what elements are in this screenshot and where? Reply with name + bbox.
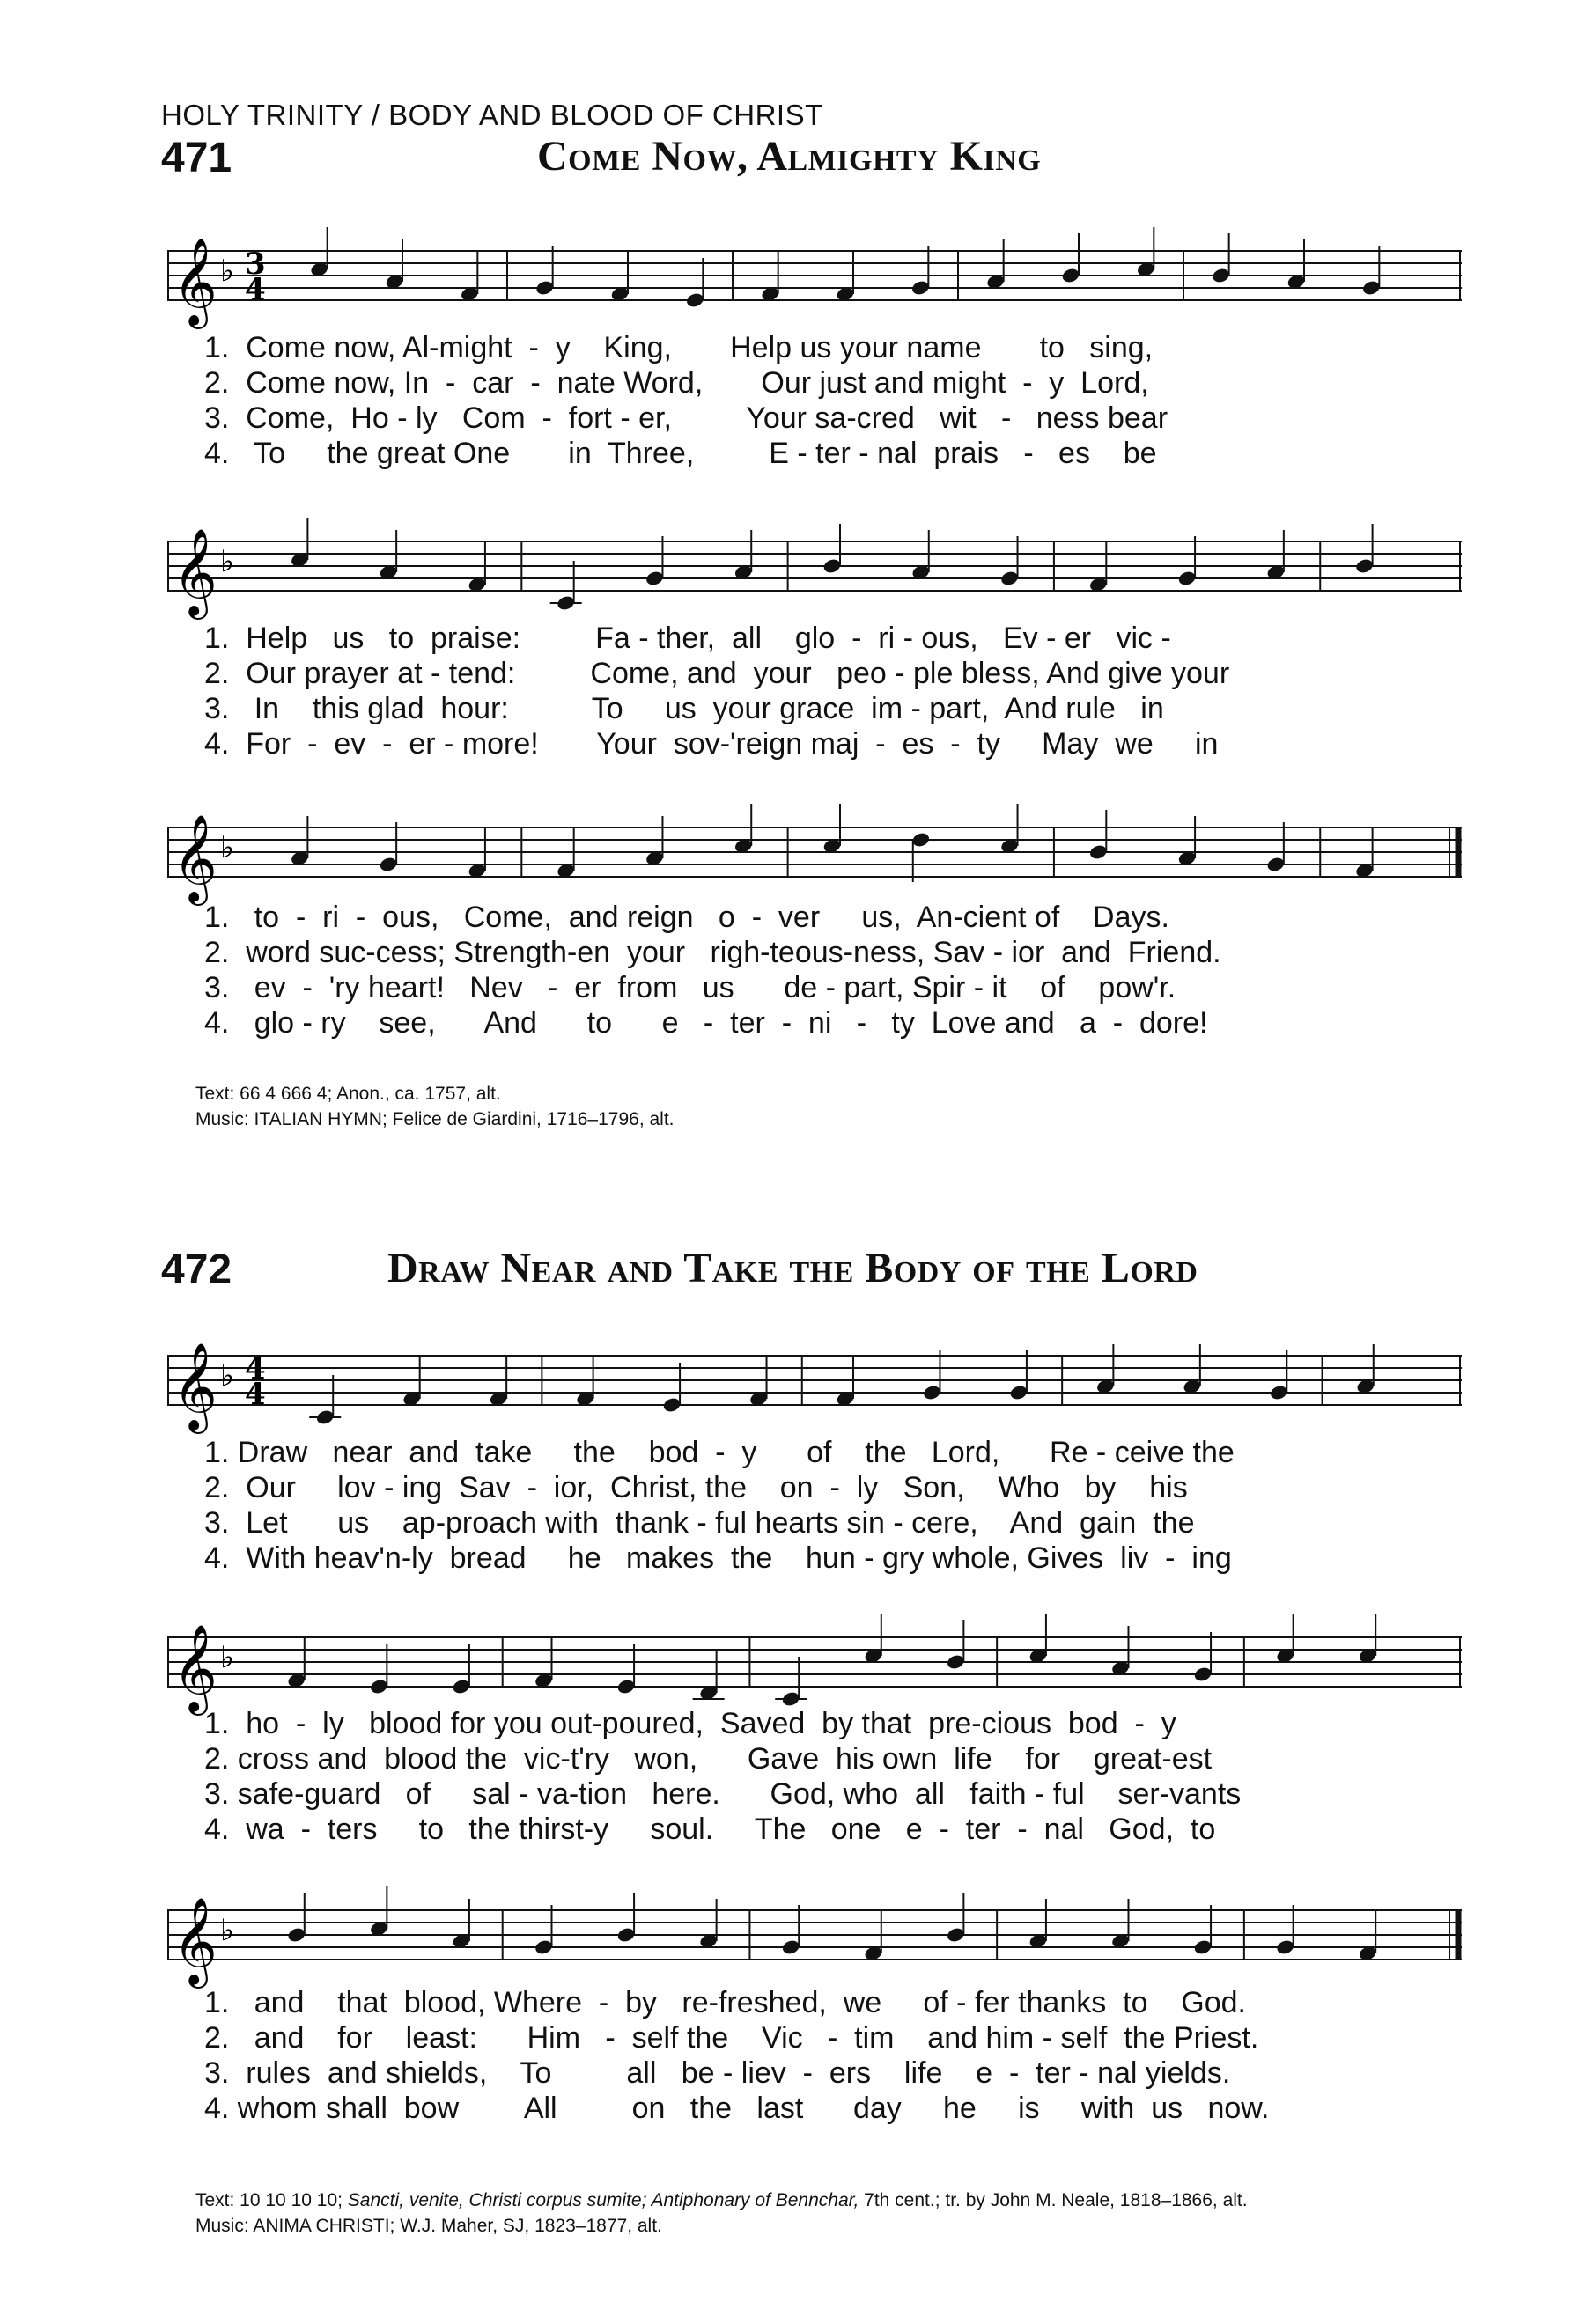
music-staff [167, 1329, 1462, 1444]
flat-sign-icon: ♭ [220, 830, 235, 865]
note-head [946, 1653, 966, 1671]
music-staff [167, 1884, 1462, 1998]
time-signature-bottom: 4 [245, 1377, 266, 1412]
verse-line: 4. With heav'n-ly bread he makes the hun - gry whole, Gives liv - ing [204, 1541, 1232, 1575]
music-staff [167, 224, 1462, 339]
verse-line: 1. Help us to praise: Fa - ther, all glo - ri - ous, Ev - er vic - [204, 621, 1171, 655]
text-credit [195, 2188, 1248, 2213]
hymn-credits-472 [195, 2188, 1248, 2239]
note-head [910, 279, 931, 297]
verse-line: 4. To the great One in Three, E - ter - nal prais - es be [204, 437, 1157, 470]
note-head [1177, 570, 1198, 587]
verse-lines [204, 1435, 1472, 1576]
note-head [1269, 1384, 1289, 1401]
flat-sign-icon: ♭ [220, 544, 235, 579]
note-head [999, 570, 1020, 587]
verse-lines [204, 330, 1472, 471]
verse-line: 2. Our lov - ing Sav - ior, Christ, the on - ly Son, Who by his [204, 1471, 1188, 1504]
note-head [922, 1384, 942, 1401]
verse-line: 1. to - ri - ous, Come, and reign o - ver us, An-cient of Days. [204, 901, 1169, 934]
music-staff [167, 515, 1462, 629]
note-head [1061, 267, 1081, 284]
note-head [781, 1690, 801, 1708]
hymn-title-472: Draw Near and Take the Body of the Lord [387, 1245, 1198, 1291]
treble-clef-icon: 𝄞 [173, 528, 217, 616]
flat-sign-icon: ♭ [220, 1640, 235, 1675]
text-credit-source: Sancti, venite, Christi corpus sumite; Antiphonary of Bennchar, [347, 2190, 859, 2210]
verse-line: 3. In this glad hour: To us your grace im - part, And rule in [204, 692, 1164, 725]
verse-lines [204, 900, 1472, 1041]
note-head [616, 1678, 637, 1695]
note-head [946, 1926, 966, 1944]
text-credit-prefix: Text: 10 10 10 10; [195, 2190, 348, 2210]
flat-sign-icon: ♭ [220, 1913, 235, 1948]
note-head [534, 1938, 554, 1956]
note-head [1009, 1384, 1029, 1401]
verse-line: 3. safe-guard of sal - va-tion here. God, who all faith - ful ser-vants [204, 1777, 1242, 1811]
note-head [822, 557, 843, 575]
note-head [1088, 843, 1109, 861]
verse-line: 3. Come, Ho - ly Com - fort - er, Your sa-cred wit - ness bear [204, 401, 1168, 435]
verse-lines [204, 1985, 1472, 2126]
verse-lines [204, 621, 1472, 761]
verse-line: 4. wa - ters to the thirst-y soul. The one e - ter - nal God, to [204, 1813, 1216, 1846]
note-head [315, 1408, 335, 1426]
verse-line: 2. word suc-cess; Strength-en your righ-teous-ness, Sav - ior and Friend. [204, 936, 1221, 969]
hymn-title-471: Come Now, Almighty King [537, 133, 1042, 180]
note-head [534, 279, 555, 297]
treble-clef-icon: 𝄞 [173, 1342, 217, 1430]
note-head [369, 1678, 389, 1695]
note-head [1266, 856, 1286, 873]
note-head [685, 291, 705, 309]
note-head [1211, 267, 1231, 284]
text-credit: Text: 66 4 666 4; Anon., ca. 1757, alt. [195, 1084, 501, 1104]
treble-clef-icon: 𝄞 [173, 238, 217, 326]
note-head [556, 594, 576, 612]
time-signature-top: 4 [245, 1351, 266, 1386]
verse-line: 1. Come now, Al-might - y King, Help us your name to sing, [204, 331, 1154, 364]
note-head [1193, 1666, 1213, 1683]
verse-line: 2. cross and blood the vic-t'ry won, Gave his own life for great-est [204, 1742, 1213, 1776]
note-head [286, 1926, 306, 1944]
verse-line: 2. and for least: Him - self the Vic - tim and him - self the Priest. [204, 2021, 1259, 2055]
time-signature-top: 3 [245, 246, 266, 282]
note-head [616, 1926, 637, 1944]
music-credit: Music: ANIMA CHRISTI; W.J. Maher, SJ, 1823–1877, alt. [195, 2216, 662, 2236]
text-credit-suffix: 7th cent.; tr. by John M. Neale, 1818–1866, alt. [859, 2190, 1248, 2210]
treble-clef-icon: 𝄞 [173, 1897, 217, 1985]
note-head [645, 570, 665, 587]
section-heading: HOLY TRINITY / BODY AND BLOOD OF CHRIST [161, 99, 823, 131]
verse-line: 1. Draw near and take the bod - y of the Lord, Re - ceive the [204, 1436, 1235, 1469]
verse-line: 2. Come now, In - car - nate Word, Our just and might - y Lord, [204, 366, 1149, 400]
verse-line: 1. ho - ly blood for you out-poured, Saved by that pre-cious bod - y [204, 1707, 1176, 1740]
note-head [781, 1938, 801, 1956]
verse-line: 3. ev - 'ry heart! Nev - er from us de - part, Spir - it of pow'r. [204, 971, 1176, 1004]
note-head [379, 856, 399, 873]
treble-clef-icon: 𝄞 [173, 1624, 217, 1712]
hymn-number-472: 472 [161, 1247, 232, 1293]
music-credit: Music: ITALIAN HYMN; Felice de Giardini, 1716–1796, alt. [195, 1109, 675, 1129]
flat-sign-icon: ♭ [220, 254, 235, 289]
verse-line: 3. rules and shields, To all be - liev - ers life e - ter - nal yields. [204, 2056, 1231, 2090]
time-signature-bottom: 4 [245, 272, 266, 307]
note-head [910, 831, 931, 849]
note-head [1361, 279, 1382, 297]
verse-line: 4. For - ev - er - more! Your sov-'reign maj - es - ty May we in [204, 727, 1219, 761]
verse-line: 3. Let us ap-proach with thank - ful hearts sin - cere, And gain the [204, 1506, 1195, 1540]
verse-lines [204, 1706, 1472, 1847]
note-head [1193, 1938, 1213, 1956]
note-head [662, 1396, 682, 1414]
note-head [452, 1678, 472, 1695]
verse-line: 2. Our prayer at - tend: Come, and your peo - ple bless, And give your [204, 657, 1230, 690]
verse-line: 4. whom shall bow All on the last day he is with us now. [204, 2092, 1270, 2125]
hymn-credits-471 [195, 1081, 675, 1132]
verse-line: 1. and that blood, Where - by re-freshed, we of - fer thanks to God. [204, 1986, 1246, 2019]
treble-clef-icon: 𝄞 [173, 814, 217, 902]
flat-sign-icon: ♭ [220, 1358, 235, 1394]
note-head [1354, 557, 1375, 575]
note-head [1275, 1938, 1295, 1956]
hymn-number-471: 471 [161, 135, 232, 181]
verse-line: 4. glo - ry see, And to e - ter - ni - ty Love and a - dore! [204, 1006, 1208, 1040]
music-staff [167, 801, 1462, 916]
